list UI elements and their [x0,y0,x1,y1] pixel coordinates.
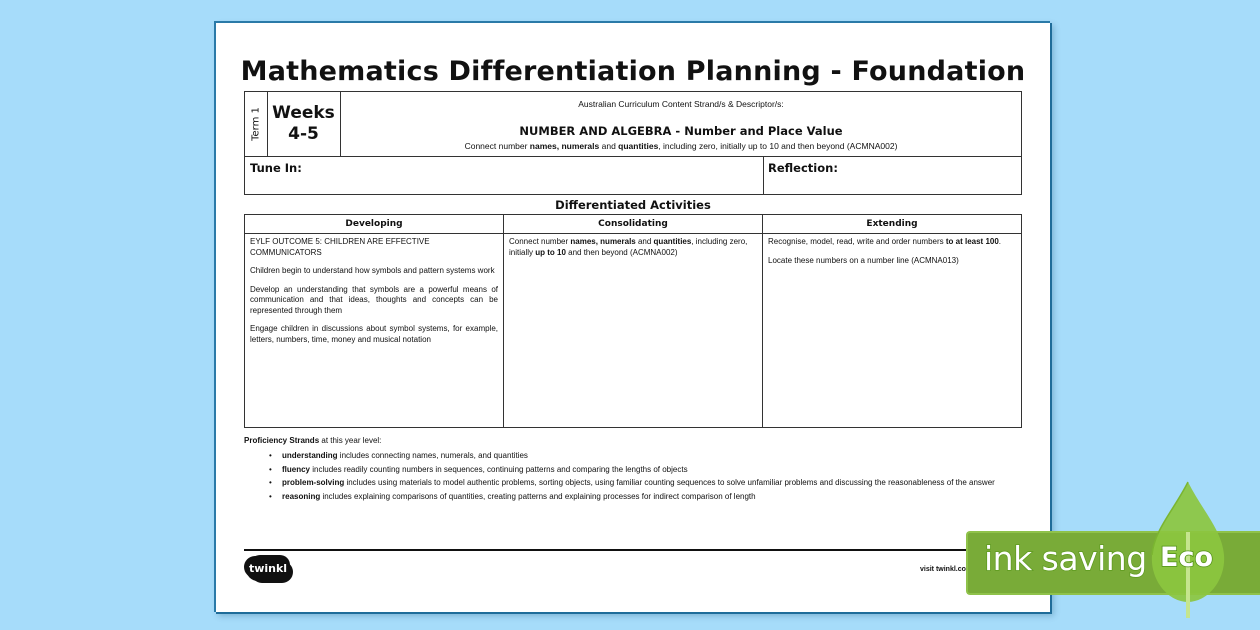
proficiency-list [244,449,1034,504]
proficiency-strands [244,436,1034,504]
column-consolidating [504,215,763,427]
paragraph: Engage children in discussions about symbol systems, for example, letters, numbers, time, money and musical notation [250,324,498,344]
paragraph: Connect number names, numerals and quantities, including zero, initially up to 10 and then beyond (ACMNA002) [509,237,748,257]
weeks-cell [267,92,341,156]
differentiated-activities-title: Differentiated Activities [555,198,711,212]
footer-divider [244,549,1022,551]
paragraph: Recognise, model, read, write and order numbers to at least 100. [768,237,1002,246]
term-cell [245,92,268,156]
strand-title: NUMBER AND ALGEBRA - Number and Place Value [519,124,843,138]
column-heading: Developing [245,215,503,234]
list-item: • understanding includes connecting names, numerals, and quantities [282,449,1034,463]
curriculum-cell [341,92,1021,156]
curriculum-label: Australian Curriculum Content Strand/s & Descriptor/s: [578,99,784,109]
tune-reflection-row [244,156,1022,195]
header-box [244,91,1022,157]
eco-label: Eco [1160,542,1213,573]
column-heading: Extending [763,215,1021,234]
worksheet-page [214,21,1050,612]
weeks-label: Weeks [272,103,335,123]
ink-saving-label: ink saving [984,539,1147,578]
column-heading: Consolidating [504,215,762,234]
weeks-range: 4-5 [288,124,319,144]
paragraph: EYLF OUTCOME 5: CHILDREN ARE EFFECTIVE COMMUNICATORS [250,237,430,257]
paragraph: Locate these numbers on a number line (ACMNA013) [768,255,959,265]
visit-link-text: visit twinkl.co [920,566,966,573]
twinkl-logo: twinkl [246,557,290,581]
list-item: • problem-solving includes using materials to model authentic problems, sorting objects, using familiar counting sequences to solve unfamiliar problems and discussing the reasonableness of the answer [282,476,1034,490]
proficiency-heading: Proficiency Strands at this year level: [244,436,382,445]
list-item: • reasoning includes explaining comparisons of quantities, creating patterns and explaining processes for indirect comparison of length [282,490,1034,504]
paragraph: Develop an understanding that symbols are a powerful means of communication and that ideas, thoughts and concepts can be represented through them [250,284,498,315]
term-label: Term 1 [250,107,262,141]
page-title: Mathematics Differentiation Planning - Foundation [240,56,1026,87]
tune-in-cell [245,157,764,194]
list-item: • fluency includes readily counting numbers in sequences, continuing patterns and comparing the lengths of objects [282,463,1034,477]
reflection-cell [763,157,1021,194]
column-extending [763,215,1021,427]
column-developing [245,215,504,427]
descriptor: Connect number names, numerals and quantities, including zero, initially up to 10 and then beyond (ACMNA002) [464,141,898,151]
activities-table [244,214,1022,428]
tune-in-label: Tune In: [250,161,302,175]
reflection-label: Reflection: [768,161,838,175]
paragraph: Children begin to understand how symbols and pattern systems work [250,266,495,275]
